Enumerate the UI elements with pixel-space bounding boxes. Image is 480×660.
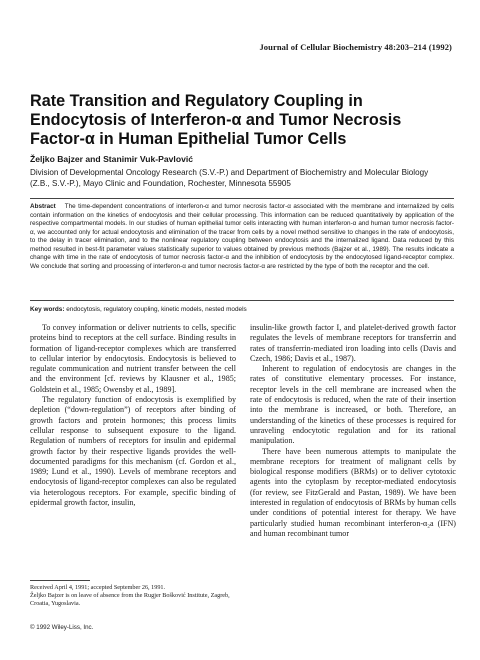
abstract-label: Abstract	[30, 203, 56, 210]
authors: Željko Bajzer and Stanimir Vuk-Pavlović	[30, 154, 194, 164]
keywords-label: Key words:	[30, 306, 65, 313]
body-column-right	[250, 323, 456, 623]
abstract-top-rule	[30, 198, 454, 199]
body-column-left	[30, 323, 236, 571]
keywords	[30, 306, 454, 313]
footnote-rule	[30, 580, 90, 581]
body-paragraph: Inherent to regulation of endocytosis are changes in the rates of constitutive elementary processes. For instance, receptor levels in the cell membrane are increased when the rate of endocytosis is reduced, when the rate of their insertion into the membrane is increased, or both. Therefore, an understanding of the kinetics of these processes is required for unraveling endocytotic regulation and for its rational manipulation.	[250, 364, 456, 446]
copyright: © 1992 Wiley-Liss, Inc.	[30, 624, 94, 631]
body-paragraph: insulin-like growth factor I, and platelet-derived growth factor regulates the levels of membrane receptors for transferrin and rates of transferrin-mediated iron loading into cells (Davis and Czech, 1986; Davis et al., 1987).	[250, 323, 456, 363]
article-title: Rate Transition and Regulatory Coupling in Endocytosis of Interferon-α and Tumor Necrosis Factor-α in Human Epithelial Tumor Cells	[30, 92, 402, 148]
abstract-bottom-rule	[30, 300, 454, 301]
keywords-text: endocytosis, regulatory coupling, kinetic models, nested models	[66, 306, 247, 313]
footnotes	[30, 584, 236, 609]
affiliation: Division of Developmental Oncology Research (S.V.-P.) and Department of Biochemistry and Molecular Biology (Z.B., S.V.-P.), Mayo Clinic and Foundation, Rochester, Minnesota 55905	[30, 168, 429, 188]
journal-header: Journal of Cellular Biochemistry 48:203–214 (1992)	[259, 42, 452, 52]
body-paragraph: There have been numerous attempts to manipulate the membrane receptors for treatment of malignant cells by biological response modifiers (BRMs) or to deliver cytotoxic agents into the cytoplasm by receptor-mediated endocytosis (for review, see FitzGerald and Pastan, 1989). We have been interested in regulation of endocytosis of BRMs by human cells under conditions of potential interest for therapy. We have particularly studied human recombinant interferon-α₂a (IFN) and human recombinant tumor	[250, 446, 456, 538]
abstract	[30, 203, 454, 271]
body-paragraph: The regulatory function of endocytosis is exemplified by depletion (“down-regulation”) of receptors after binding of growth factors and protein hormones; this process limits cellular response to subsequent exposure to the ligand. Regulation of numbers of receptors for insulin and epidermal growth factor by their respective ligands provides the well-documented paradigms for this mechanism (cf. Gordon et al., 1989; Lund et al., 1990). Levels of membrane receptors and endocytosis of ligand-receptor complexes can also be regulated via heterologous receptors. For example, specific binding of epidermal growth factor, insulin,	[30, 395, 236, 508]
abstract-text: The time-dependent concentrations of interferon-α and tumor necrosis factor-α associated with the membrane and internalized by cells contain information on the kinetics of endocytosis and their cellular processing. This information can be reduced quantitatively by application of the respective compartmental models. In our studies of human epithelial tumor cells interacting with human interferon-α and human tumor necrosis factor-α, we accounted only for actual endocytosis and elimination of the tracer from cells by a novel method sensitive to changes in the rate of endocytosis, to the delay in tracer elimination, and to the nonlinear regulatory coupling between endocytosis and the internalized ligand. Data reduced by this method resulted in best-fit parameter values statistically superior to values obtained by previous methods (Bajzer et al., 1989). The results indicate a change with time in the rate of endocytosis of tumor necrosis factor-α and the inhibition of endocytosis by the endocytosed ligand-receptor complex. We conclude that sorting and processing of interferon-α and tumor necrosis factor-α are restricted by the type of both the receptor and the cell.	[30, 203, 454, 270]
footnote-received: Received April 4, 1991; accepted September 26, 1991.	[30, 584, 166, 591]
body-paragraph: To convey information or deliver nutrients to cells, specific proteins bind to receptors at the cell surface. Binding results in formation of ligand-receptor complexes which are transferred to cellular interior by endocytosis. Endocytosis is believed to regulate communication and nutrient transfer between the cell and the environment [cf. reviews by Klausner et al., 1985; Goldstein et al., 1985; Owensby et al., 1989].	[30, 323, 236, 394]
footnote-author-leave: Željko Bajzer is on leave of absence from the Rugjer Bošković Institute, Zagreb, Croatia, Yugoslavia.	[30, 592, 230, 608]
